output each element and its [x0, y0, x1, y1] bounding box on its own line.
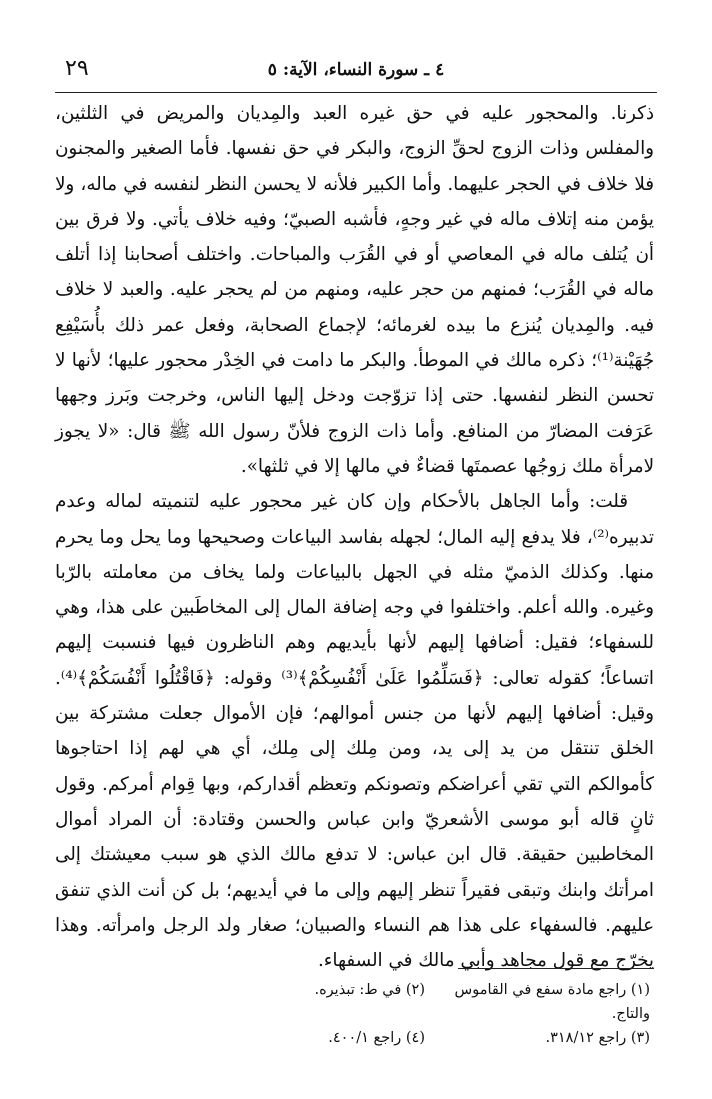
footnote-row: [200, 1026, 650, 1050]
footnote-3: (٣) راجع ٣١٨/١٢.: [545, 1030, 650, 1046]
footnotes: [200, 978, 650, 1050]
main-text: [55, 96, 654, 978]
page-number: ٢٩: [65, 56, 89, 81]
footnote-2: (٢) في ط: تبذيره.: [314, 982, 425, 998]
footnote-row: [200, 978, 650, 1026]
running-title: ٤ ـ سورة النساء، الآية: ٥: [267, 60, 445, 80]
footnote-separator: [458, 968, 654, 969]
paragraph-1: ذكرنا. والمحجور عليه في حق غيره العبد والمِديان والمريض في الثلثين، والمفلس وذات الزوج لحقِّ الزوج، والبكر في حق نفسها. فأما الصغير والمجنون فلا خلاف في الحجر عليهما. وأما الكبير فلأنه لا يحسن النظر لنفسه في ماله، ولا يؤمن منه إتلاف ماله في غير وجهٍ، فأشبه الصبيّ؛ وفيه خلاف يأتي. ولا فرق بين أن يُتلف ماله في المعاصي أو في القُرَب والمباحات. واختلف أصحابنا إذا أتلف ماله في القُرَب؛ فمنهم من حجر عليه، ومنهم من لم يحجر عليه. والعبد لا خلاف فيه. والمِديان يُنزع ما بيده لغرمائه؛ لإجماع الصحابة، وفعل عمر ذلك بأُسَيْفِع جُهَيْنة⁽¹⁾؛ ذكره مالك في الموطأ. والبكر ما دامت في الخِدْر محجور عليها؛ لأنها لا تحسن النظر لنفسها. حتى إذا تزوّجت ودخل إليها الناس، وخرجت وبَرز وجهها عَرَفت المضارّ من المنافع. وأما ذات الزوج فلأنّ رسول الله ﷺ قال: «لا يجوز لامرأة ملك زوجُها عصمتَها قضاءٌ في مالها إلا في ثلثها».: [55, 103, 654, 477]
footnote-1: (١) راجع مادة سفع في القاموس والتاج.: [454, 982, 650, 1022]
paragraph-2: قلت: وأما الجاهل بالأحكام وإن كان غير محجور عليه لتنميته لماله وعدم تدبيره⁽²⁾، فلا يدفع إليه المال؛ لجهله بفاسد البياعات وصحيحها وما يحل وما يحرم منها. وكذلك الذميّ مثله في الجهل بالبياعات ولما يخاف من معاملته بالرّبا وغيره. والله أعلم. واختلفوا في وجه إضافة المال إلى المخاطَبين على هذا، وهي للسفهاء؛ فقيل: أضافها إليهم لأنها بأيديهم وهم الناظرون فيها فنسبت إليهم اتساعاً؛ كقوله تعالى: ﴿فَسَلِّمُوا عَلَىٰ أَنْفُسِكُمْ﴾⁽³⁾ وقوله: ﴿فَاقْتُلُوا أَنْفُسَكُمْ﴾⁽⁴⁾. وقيل: أضافها إليهم لأنها من جنس أموالهم؛ فإن الأموال جعلت مشتركة بين الخلق تنتقل من يد إلى يد، ومن مِلك إلى مِلك، أي هي لهم إذا احتاجوها كأموالكم التي تقي أعراضكم وتصونكم وتعظم أقداركم، وبها قِوام أمركم. وقول ثانٍ قاله أبو موسى الأشعريّ وابن عباس والحسن وقتادة: أن المراد أموال المخاطبين حقيقة. قال ابن عباس: لا تدفع مالك الذي هو سبب معيشتك إلى امرأتك وابنك وتبقى فقيراً تنظر إليهم وإلى ما في أيديهم؛ بل كن أنت الذي تنفق عليهم. فالسفهاء على هذا هم النساء والصبيان؛ صغار ولد الرجل وامرأته. وهذا يخرّج مع قول مجاهد وأبي مالك في السفهاء.: [55, 491, 654, 972]
footnote-4: (٤) راجع ٤٠٠/١.: [328, 1030, 425, 1046]
page-header: [55, 56, 657, 93]
